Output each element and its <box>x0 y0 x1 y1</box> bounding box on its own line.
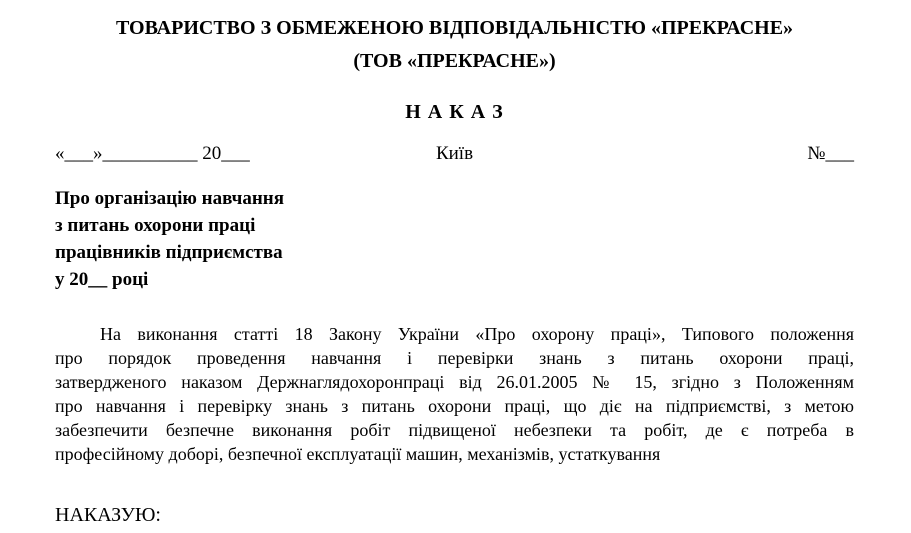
body-paragraph <box>55 322 854 466</box>
body-line-5: забезпечити безпечне виконання робіт підвищеної небезпеки та робіт, де є потреба в <box>55 420 854 440</box>
body-line-1: На виконання статті 18 Закону України «Про охорону праці», Типового положення <box>100 324 854 344</box>
body-line-6: професійному доборі, безпечної експлуатації машин, механізмів, устаткування <box>55 444 661 464</box>
meta-row <box>55 143 854 165</box>
company-name-full: ТОВАРИСТВО З ОБМЕЖЕНОЮ ВІДПОВІДАЛЬНІСТЮ «ПРЕКРАСНЕ» <box>115 17 794 39</box>
order-heading: Н А К А З <box>405 101 504 123</box>
subject-line-1: Про організацію навчання <box>55 188 285 209</box>
subject-line-2: з питань охорони праці <box>55 215 256 236</box>
body-line-4: про навчання і перевірку знань з питань охорони праці, що діє на підприємстві, з метою <box>55 396 854 416</box>
company-name-short: (ТОВ «ПРЕКРАСНЕ») <box>353 50 556 72</box>
company-header <box>55 12 854 78</box>
body-line-2: про порядок проведення навчання і перевірки знань з питань охорони праці, <box>55 348 854 368</box>
body-line-3: затвердженого наказом Держнаглядохоронпраці від 26.01.2005 № 15, згідно з Положенням <box>55 372 854 392</box>
subject-line-3: працівників підприємства <box>55 242 283 263</box>
date-blank: «___»__________ 20___ <box>55 143 250 164</box>
city-label: Київ <box>435 143 474 164</box>
subject-block <box>55 185 854 293</box>
subject-line-4: у 20__ році <box>55 269 149 290</box>
order-number-blank: №___ <box>807 143 854 164</box>
decree-label: НАКАЗУЮ: <box>55 504 161 526</box>
